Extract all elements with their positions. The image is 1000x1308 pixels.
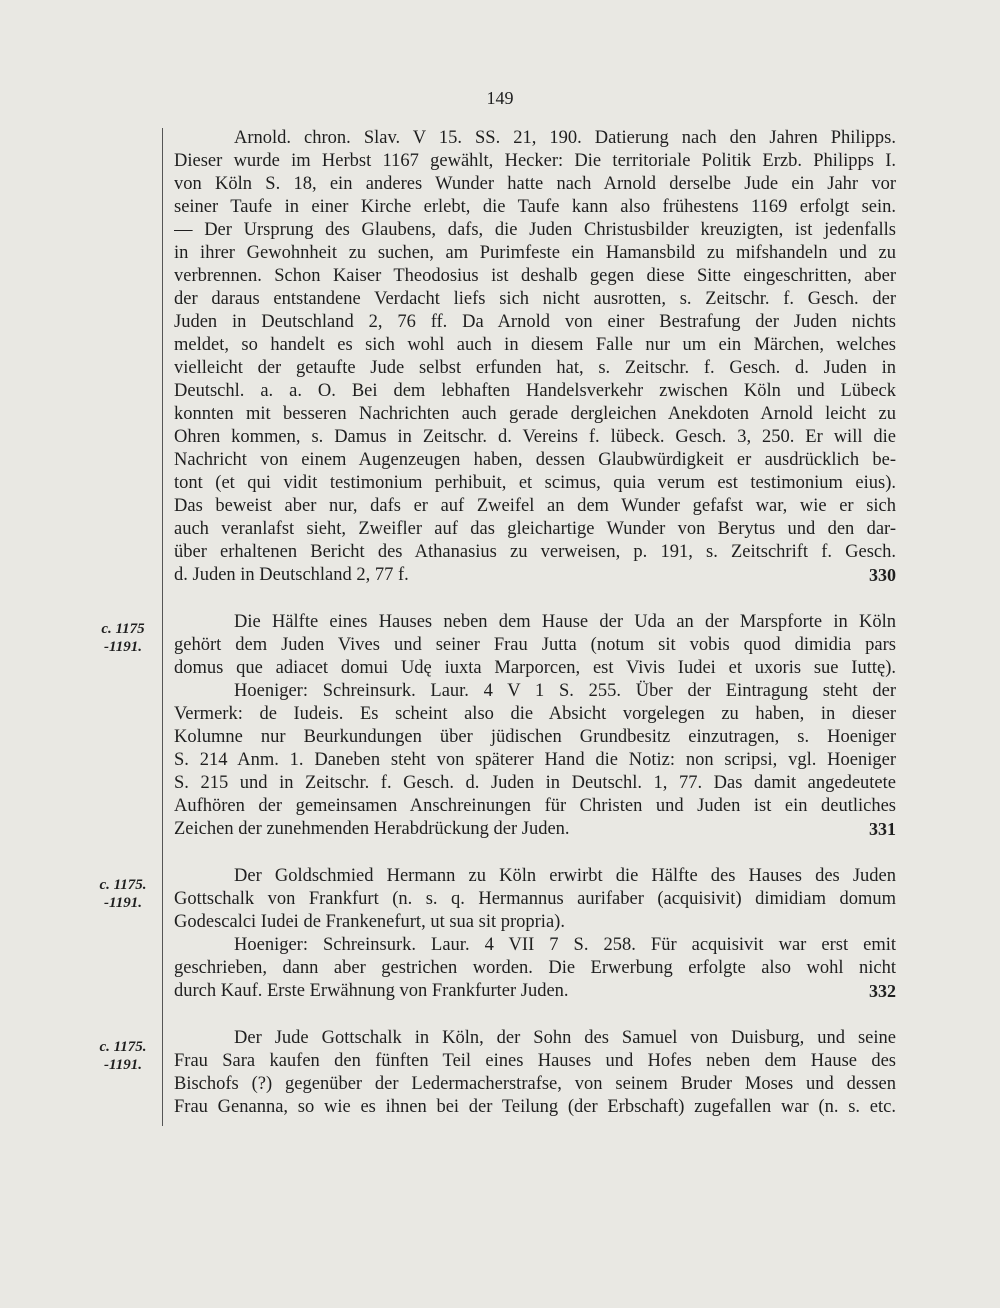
text-line: geschrieben, dann aber gestrichen worden. Die Erwerbung erfolgte also wohl nicht — [174, 958, 896, 978]
text-line: Hoeniger: Schreinsurk. Laur. 4 V 1 S. 255. Über der Eintragung steht der — [234, 681, 896, 701]
text-line: über erhaltenen Bericht des Athanasius zu verweisen, p. 191, s. Zeitschrift f. Gesch. — [174, 542, 896, 562]
text-line: Frau Genanna, so wie es ihnen bei der Teilung (der Erbschaft) zugefallen war (n. s. etc. — [174, 1097, 896, 1117]
entry-date-331 — [84, 620, 162, 656]
text-line: Der Jude Gottschalk in Köln, der Sohn des Samuel von Duisburg, und seine — [234, 1028, 896, 1048]
date-line: c. 1175. — [99, 877, 147, 893]
date-line: -1191. — [104, 1057, 142, 1073]
entry-closing-line — [174, 818, 896, 841]
text-line: durch Kauf. Erste Erwähnung von Frankfurter Juden. — [174, 981, 569, 1001]
entry-closing-line — [174, 980, 896, 1003]
date-line: c. 1175 — [101, 621, 145, 637]
text-line: konnten mit besseren Nachrichten auch gerade dergleichen Anekdoten Arnold leicht zu — [174, 404, 896, 424]
entry-332 — [174, 865, 896, 1003]
text-line: S. 215 und in Zeitschr. f. Gesch. d. Juden in Deutschl. 1, 77. Das damit angedeutete — [174, 773, 896, 793]
text-line: Zeichen der zunehmenden Herabdrückung der Juden. — [174, 819, 570, 839]
text-line: Dieser wurde im Herbst 1167 gewählt, Hecker: Die territoriale Politik Erzb. Philipps I. — [174, 151, 896, 171]
entry-closing-line — [174, 564, 896, 587]
text-line: Frau Sara kaufen den fünften Teil eines Hauses und Hofes neben dem Hause des — [174, 1051, 896, 1071]
text-line: S. 214 Anm. 1. Daneben steht von späterer Hand die Notiz: non scripsi, vgl. Hoeniger — [174, 750, 896, 770]
text-line: Juden in Deutschland 2, 76 ff. Da Arnold von einer Bestrafung der Juden nichts — [174, 312, 896, 332]
entry-number: 332 — [869, 981, 896, 1001]
text-line: verbrennen. Schon Kaiser Theodosius ist deshalb gegen diese Sitte eingeschritten, aber — [174, 266, 896, 286]
page-number: 149 — [486, 88, 514, 108]
text-line: Kolumne nur Beurkundungen über jüdischen Grundbesitz einzutragen, s. Hoeniger — [174, 727, 896, 747]
text-line: auch veranlafst sieht, Zweifler auf das gleichartige Wunder von Berytus und den dar- — [174, 519, 896, 539]
text-line: Gottschalk von Frankfurt (n. s. q. Hermannus aurifaber (acquisivit) dimidiam domum — [174, 889, 896, 909]
text-line: gehört dem Juden Vives und seiner Frau Jutta (notum sit vobis quod dimidia pars — [174, 635, 896, 655]
entry-date-332 — [84, 876, 162, 912]
text-line: von Köln S. 18, ein anderes Wunder hatte nach Arnold derselbe Jude ein Jahr vor — [174, 174, 896, 194]
text-line: seiner Taufe in einer Kirche erlebt, die Taufe kann also frühestens 1169 erfolgt sein. — [174, 197, 896, 217]
entry-number: 331 — [869, 819, 896, 839]
text-line: d. Juden in Deutschland 2, 77 f. — [174, 565, 409, 585]
text-line: Das beweist aber nur, dafs er auf Zweifel an dem Wunder gefafst war, wie er sich — [174, 496, 896, 516]
date-line: -1191. — [104, 895, 142, 911]
text-line: Nachricht von einem Augenzeugen haben, dessen Glaubwürdigkeit er ausdrücklich be- — [174, 450, 896, 470]
text-line: Godescalci Iudei de Frankenefurt, ut sua sit propria). — [174, 912, 565, 932]
text-line: Die Hälfte eines Hauses neben dem Hause der Uda an der Marspforte in Köln — [234, 612, 896, 632]
text-line: Bischofs (?) gegenüber der Ledermacherstrafse, von seinem Bruder Moses und dessen — [174, 1074, 896, 1094]
entry-date-333 — [84, 1038, 162, 1074]
text-line: meldet, so handelt es sich wohl auch in diesem Falle nur um ein Märchen, welches — [174, 335, 896, 355]
text-line: Arnold. chron. Slav. V 15. SS. 21, 190. Datierung nach den Jahren Philipps. — [234, 128, 896, 148]
text-line: vielleicht der getaufte Jude selbst erfunden hat, s. Zeitschr. f. Gesch. d. Juden in — [174, 358, 896, 378]
text-line: domus que adiacet domui Udę iuxta Marporcen, est Vivis Iudei et uxoris sue Iuttę). — [174, 658, 896, 678]
entry-333 — [174, 1027, 896, 1119]
text-line: in ihrer Gewohnheit zu suchen, am Purimfeste ein Hamansbild zu mifshandeln und zu — [174, 243, 896, 263]
entry-number: 330 — [869, 565, 896, 585]
date-line: c. 1175. — [99, 1039, 147, 1055]
text-line: Vermerk: de Iudeis. Es scheint also die Absicht vorgelegen zu haben, in dieser — [174, 704, 896, 724]
text-line: — Der Ursprung des Glaubens, dafs, die Juden Christusbilder kreuzigten, ist jedenfalls — [174, 220, 896, 240]
entry-330 — [174, 127, 896, 587]
text-line: Aufhören der gemeinsamen Anschreinungen für Christen und Juden ist ein deutliches — [174, 796, 896, 816]
date-line: -1191. — [104, 639, 142, 655]
text-line: Der Goldschmied Hermann zu Köln erwirbt die Hälfte des Hauses des Juden — [234, 866, 896, 886]
entry-331 — [174, 611, 896, 841]
text-line: Hoeniger: Schreinsurk. Laur. 4 VII 7 S. 258. Für acquisivit war erst emit — [234, 935, 896, 955]
text-line: tont (et qui vidit testimonium perhibuit, et scimus, quia verum est testimonium eius). — [174, 473, 896, 493]
text-line: Ohren kommen, s. Damus in Zeitschr. d. Vereins f. lübeck. Gesch. 3, 250. Er will die — [174, 427, 896, 447]
text-line: Deutschl. a. a. O. Bei dem lebhaften Handelsverkehr zwischen Köln und Lübeck — [174, 381, 896, 401]
text-line: der daraus entstandene Verdacht liefs sich nicht ausrotten, s. Zeitschr. f. Gesch. der — [174, 289, 896, 309]
margin-rule — [162, 128, 163, 1126]
main-text — [174, 127, 896, 1119]
